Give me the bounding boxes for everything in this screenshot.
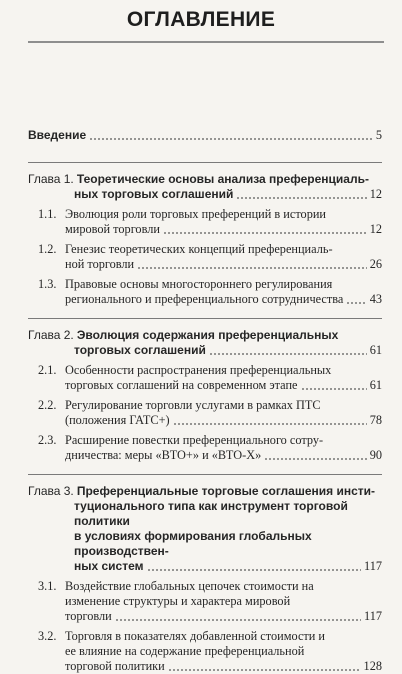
section-number: 2.3.: [38, 433, 57, 447]
toc-section-2-2[interactable]: [28, 398, 382, 428]
section-number: 3.2.: [38, 629, 57, 643]
chapter-title-line: Преференциальные торговые соглашения инсти-: [76, 484, 376, 498]
toc-entry-intro[interactable]: [28, 128, 382, 143]
page-title: ОГЛАВЛЕНИЕ: [126, 8, 276, 31]
toc-chapter-2[interactable]: [28, 328, 382, 358]
dot-leader: [173, 423, 367, 425]
dot-leader: [168, 669, 361, 671]
toc-page-number: 43: [369, 292, 382, 306]
chapter-separator: [28, 162, 382, 163]
toc-page-number: 61: [369, 343, 382, 357]
toc-page-number: 26: [369, 257, 382, 271]
dot-leader: [89, 138, 373, 140]
dot-leader: [163, 232, 367, 234]
dot-leader: [264, 458, 366, 460]
section-title-line: мировой торговли: [65, 222, 160, 236]
toc-section-1-3[interactable]: [28, 277, 382, 307]
section-title-line: Генезис теоретических концепций преференциаль-: [65, 242, 333, 256]
section-title-line: Воздействие глобальных цепочек стоимости на: [65, 579, 314, 593]
chapter-title-line: торговых соглашений: [74, 343, 206, 357]
section-number: 1.2.: [38, 242, 57, 256]
dot-leader: [209, 353, 367, 355]
chapter-title-line: в условиях формирования глобальных производствен-: [74, 529, 312, 558]
toc-page-number: 12: [369, 222, 382, 236]
section-title-line: Эволюция роли торговых преференций в истории: [65, 207, 327, 221]
section-number: 3.1.: [38, 579, 57, 593]
section-number: 2.1.: [38, 363, 57, 377]
section-title-line: торговли: [65, 609, 112, 623]
section-title-line: Правовые основы многостороннего регулирования: [65, 277, 333, 291]
section-title-line: регионального и преференциального сотрудничества: [65, 292, 344, 306]
dot-leader: [301, 388, 367, 390]
toc-page-number: 117: [364, 559, 382, 573]
section-title-line: торговой политики: [65, 659, 165, 673]
toc-chapter-1[interactable]: [28, 172, 382, 202]
section-title-line: Расширение повестки преференциального сотру-: [65, 433, 324, 447]
toc-section-2-1[interactable]: [28, 363, 382, 393]
toc-section-3-1[interactable]: [28, 579, 382, 624]
toc-page-number: 12: [369, 187, 382, 201]
chapter-number: Глава 1.: [28, 172, 74, 186]
section-title-line: (положения ГАТС+): [65, 413, 170, 427]
section-title-line: изменение структуры и характера мировой: [65, 594, 291, 608]
title-rule: [28, 41, 384, 43]
section-number: 1.3.: [38, 277, 57, 291]
toc-page-number: 5: [375, 128, 382, 142]
dot-leader: [137, 267, 367, 269]
chapter-separator: [28, 318, 382, 319]
toc-page-number: 117: [364, 609, 382, 623]
chapter-title-line: Эволюция содержания преференциальных: [76, 328, 339, 342]
chapter-title-line: туционального типа как инструмент торговой политики: [74, 499, 348, 528]
chapter-title-line: ных торговых соглашений: [74, 187, 234, 201]
dot-leader: [115, 619, 361, 621]
section-title-line: Торговля в показателях добавленной стоимости и: [65, 629, 326, 643]
toc-chapter-3[interactable]: [28, 484, 382, 574]
section-title-line: Регулирование торговли услугами в рамках ПТС: [65, 398, 321, 412]
table-of-contents: [28, 128, 382, 674]
section-title-line: Особенности распространения преференциальных: [65, 363, 332, 377]
section-number: 1.1.: [38, 207, 57, 221]
section-title-line: ной торговли: [65, 257, 135, 271]
chapter-separator: [28, 474, 382, 475]
chapter-number: Глава 3.: [28, 484, 74, 498]
toc-section-1-2[interactable]: [28, 242, 382, 272]
toc-page-number: 90: [369, 448, 382, 462]
section-title-line: дничества: меры «ВТО+» и «ВТО-Х»: [65, 448, 262, 462]
toc-section-1-1[interactable]: [28, 207, 382, 237]
dot-leader: [147, 569, 362, 571]
toc-page-number: 61: [369, 378, 382, 392]
toc-page-number: 128: [363, 659, 382, 673]
dot-leader: [236, 197, 366, 199]
section-number: 2.2.: [38, 398, 57, 412]
dot-leader: [346, 302, 366, 304]
chapter-number: Глава 2.: [28, 328, 74, 342]
section-title-line: ее влияние на содержание преференциальной: [65, 644, 305, 658]
toc-section-2-3[interactable]: [28, 433, 382, 463]
toc-entry-label: Введение: [28, 128, 87, 142]
toc-page-number: 78: [369, 413, 382, 427]
section-title-line: торговых соглашений на современном этапе: [65, 378, 298, 392]
chapter-title-line: ных систем: [74, 559, 144, 573]
chapter-title-line: Теоретические основы анализа преференциаль-: [76, 172, 369, 186]
toc-section-3-2[interactable]: [28, 629, 382, 674]
